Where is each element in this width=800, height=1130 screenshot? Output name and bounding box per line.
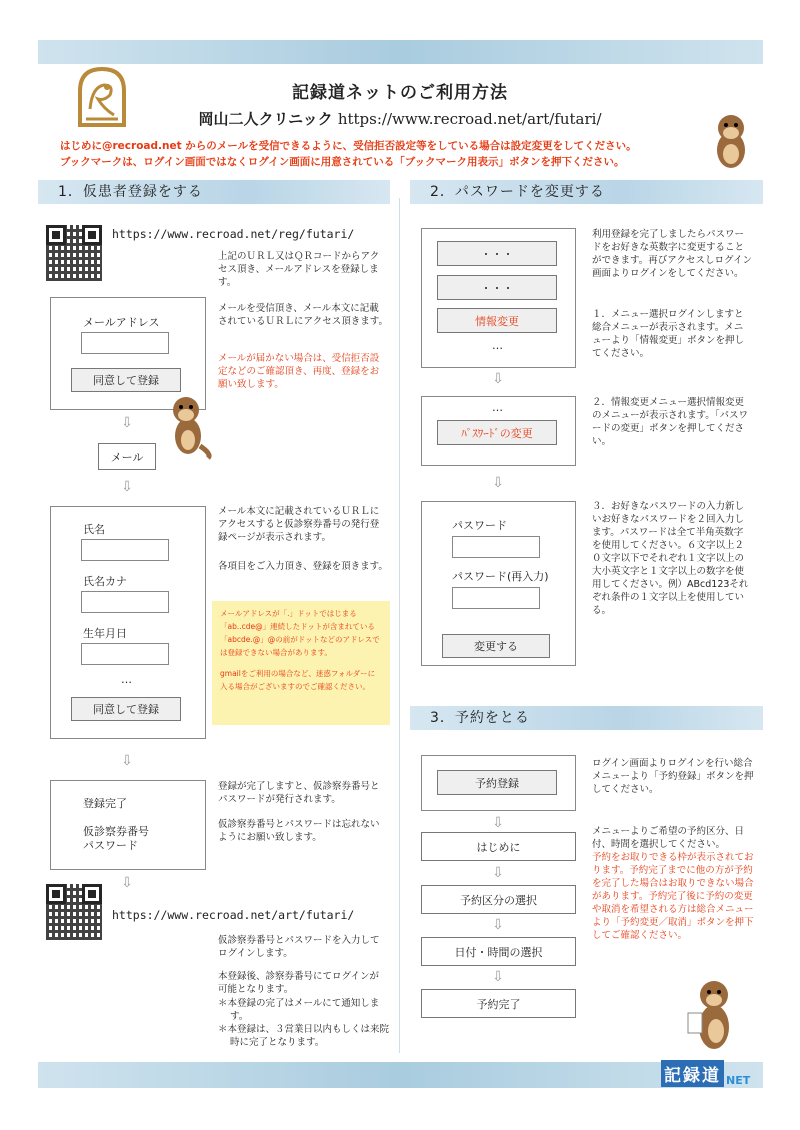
- menu-item-2[interactable]: ・・・: [437, 275, 557, 300]
- page-title: 記録道ネットのご利用方法: [292, 83, 508, 103]
- mail-button: メール: [98, 443, 156, 470]
- step-complete: 予約完了: [421, 989, 576, 1018]
- s3-text1: ログイン画面よりログインを行い総合メニューより「予約登録」ボタンを押してください。: [592, 758, 754, 795]
- section3-heading: 3．予約をとる: [410, 706, 763, 730]
- clinic-name: 岡山二人クリニック: [198, 110, 333, 128]
- new-password-field[interactable]: [452, 536, 540, 558]
- s2-text4: ３．お好きなパスワードの入力新しいお好きなパスワードを２回入力します。パスワードは全て半角英数字を使用してください。６文字以上２０文字以下でそれぞれ１文字以上の大小英文字と１文字以上の数字を使用してください。例）ABcd123それぞれ条件の１文字以上を使用している。: [592, 501, 749, 616]
- otter-mascot-icon: [706, 110, 756, 172]
- kana-label: 氏名カナ: [83, 575, 127, 588]
- bottom-band: [38, 1062, 763, 1088]
- logo-suffix: NET: [726, 1074, 751, 1087]
- name-label: 氏名: [83, 523, 105, 536]
- form-ellipsis: …: [121, 673, 132, 686]
- main-menu-mock: [421, 228, 576, 368]
- clinic-subtitle: [0, 108, 800, 129]
- agree-register-button-2[interactable]: 同意して登録: [71, 697, 181, 721]
- otter-mascot-icon: [164, 392, 212, 460]
- s2-text2: １．メニュー選択ログインしますと総合メニューが表示されます。メニューより「情報変更」ボタンを押してください。: [592, 309, 745, 359]
- step-category: 予約区分の選択: [421, 885, 576, 914]
- menu2-ellipsis: …: [492, 401, 503, 414]
- reservation-menu-mock: [421, 755, 576, 811]
- down-arrow-icon: ⇩: [492, 969, 504, 985]
- birthdate-field[interactable]: [81, 643, 169, 665]
- notice-bookmark: ブックマークは、ログイン画面ではなくログイン画面に用意されている「ブックマーク用表示」ボタンを押下ください。: [60, 156, 625, 168]
- s1-text7: 仮診察券番号とパスワードは忘れないようにお願い致します。: [218, 819, 380, 843]
- otter-mascot-icon: [684, 975, 744, 1055]
- password-form-mock: [421, 501, 576, 666]
- down-arrow-icon: ⇩: [121, 479, 133, 495]
- email-field[interactable]: [81, 332, 169, 354]
- change-submit-button[interactable]: 変更する: [442, 634, 550, 658]
- s1-text3: メールが届かない場合は、受信拒否設定などのご確認頂き、再度、登録をお願い致します。: [218, 353, 380, 390]
- s2-text1: 利用登録を完了しましたらパスワードをお好きな英数字に変更することができます。再びアクセスしログイン画面よりログインをしてください。: [592, 229, 752, 279]
- new-password-label: パスワード: [452, 519, 507, 532]
- clinic-url[interactable]: ://www.recroad.net/art/futari/: [376, 110, 602, 128]
- name-field[interactable]: [81, 539, 169, 561]
- birthdate-label: 生年月日: [83, 627, 127, 640]
- down-arrow-icon: ⇩: [492, 815, 504, 831]
- step-datetime: 日付・時間の選択: [421, 937, 576, 966]
- qr-code-login[interactable]: [46, 884, 102, 940]
- s1-text9: 本登録後、診察券番号にてログインが可能となります。: [218, 971, 380, 995]
- down-arrow-icon: ⇩: [121, 415, 133, 431]
- s2-text3: ２．情報変更メニュー選択情報変更のメニューが表示されます。「パスワードの変更」ボタンを押してください。: [592, 397, 748, 447]
- note-gmail: gmailをご利用の場合など、迷惑フォルダーに入る場合がございますのでご確認ください。: [220, 669, 376, 691]
- email-label: メールアドレス: [83, 316, 160, 329]
- kana-field[interactable]: [81, 591, 169, 613]
- s1-text1: 上記のＵＲＬ又はＱＲコードからアクセス頂き、メールアドレスを登録します。: [218, 251, 380, 288]
- section1-heading: 1．仮患者登録をする: [38, 180, 390, 204]
- info-change-button[interactable]: 情報変更: [437, 308, 557, 333]
- note-dot-address: メールアドレスが「.」ドットではじまる「ab..cde@」連続したドットが含まれている「abcde.@」@の前がドットなどのアドレスでは登録できない場合があります。: [220, 609, 380, 657]
- s1-text6: 登録が完了しますと、仮診察券番号とパスワードが発行されます。: [218, 781, 380, 805]
- temp-number-label: 仮診察券番号: [83, 825, 149, 838]
- registration-complete-box: [50, 780, 206, 870]
- login-url[interactable]: https://www.recroad.net/art/futari/: [112, 908, 355, 922]
- password-change-button[interactable]: ﾊﾟｽﾜｰﾄﾞの変更: [437, 420, 557, 445]
- down-arrow-icon: ⇩: [492, 475, 504, 491]
- s1-text5: 各項目をご入力頂き、登録を頂きます。: [218, 561, 388, 572]
- agree-register-button-1[interactable]: 同意して登録: [71, 368, 181, 392]
- reservation-register-button[interactable]: 予約登録: [437, 770, 557, 795]
- menu-item-1[interactable]: ・・・: [437, 241, 557, 266]
- down-arrow-icon: ⇩: [492, 371, 504, 387]
- column-divider: [399, 198, 400, 1053]
- info-change-menu-mock: [421, 396, 576, 466]
- email-caution-note: [212, 601, 390, 725]
- top-band: [38, 40, 763, 64]
- logo-text: 記録道: [661, 1060, 724, 1087]
- down-arrow-icon: ⇩: [492, 917, 504, 933]
- down-arrow-icon: ⇩: [121, 753, 133, 769]
- step-intro: はじめに: [421, 832, 576, 861]
- s1-bullet2: ＊本登録は、３営業日以内もしくは来院時に完了となります。: [218, 1024, 390, 1048]
- confirm-password-label: パスワード(再入力): [452, 570, 549, 583]
- menu-ellipsis: …: [492, 339, 503, 352]
- s1-text2: メールを受信頂き、メール本文に記載されているＵＲＬにアクセス頂きます。: [218, 303, 388, 327]
- qr-code-registration[interactable]: [46, 225, 102, 281]
- password-label: パスワード: [83, 839, 138, 852]
- clinic-url-prefix[interactable]: https: [337, 110, 377, 128]
- confirm-password-field[interactable]: [452, 587, 540, 609]
- s3-text3: 予約をお取りできる枠が表示されております。予約完了までに他の方が予約を完了した場合はお取りできない場合があります。予約完了後に予約の変更や取消を希望される方は総合メニューより「予約変更／取消」ボタンを押下してご確認ください。: [592, 852, 754, 941]
- s1-text4: メール本文に記載されているＵＲＬにアクセスすると仮診察券番号の発行登録ページが表示されます。: [218, 506, 380, 543]
- s1-bullet1: ＊本登録の完了はメールにて通知します。: [218, 998, 380, 1022]
- register-form-mock: [50, 506, 206, 739]
- section2-heading: 2．パスワードを変更する: [410, 180, 763, 204]
- complete-label: 登録完了: [83, 797, 127, 810]
- down-arrow-icon: ⇩: [492, 865, 504, 881]
- s3-text2: メニューよりご希望の予約区分、日付、時間を選択してください。: [592, 826, 745, 850]
- down-arrow-icon: ⇩: [121, 875, 133, 891]
- registration-url[interactable]: https://www.recroad.net/reg/futari/: [112, 227, 355, 241]
- s1-text8: 仮診察券番号とパスワードを入力してログインします。: [218, 935, 380, 959]
- recroad-logo: [661, 1060, 750, 1087]
- notice-mail: はじめに@recroad.net からのメールを受信できるように、受信拒否設定等をしている場合は設定変更をしてください。: [60, 140, 637, 152]
